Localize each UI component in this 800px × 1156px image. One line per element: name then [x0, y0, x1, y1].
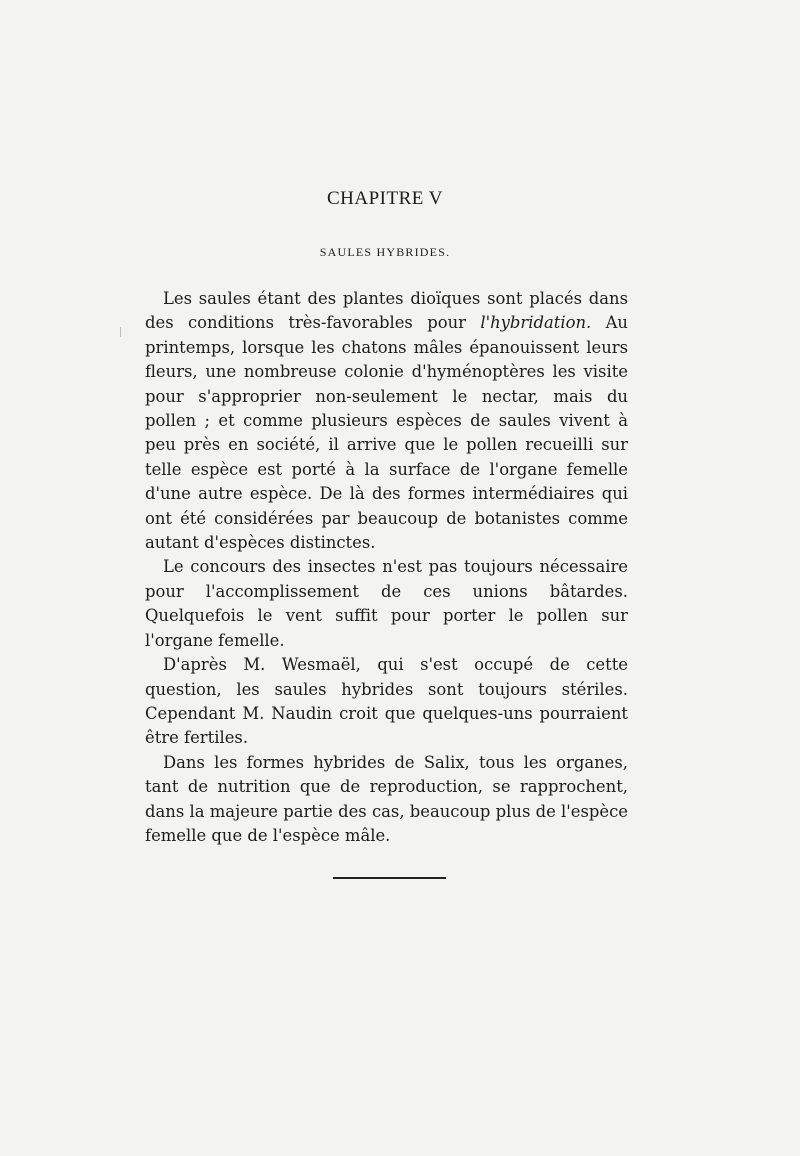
chapter-title: CHAPITRE V	[326, 188, 444, 209]
end-rule	[333, 877, 446, 879]
chapter-body	[145, 287, 628, 848]
section-title: SAULES HYBRIDES.	[319, 245, 451, 259]
hybridation-emphasis: l'hybridation.	[480, 313, 592, 333]
margin-mark	[120, 327, 121, 337]
paragraph-2: Le concours des insectes n'est pas toujours nécessaire pour l'accomplissement de ces unions bâtardes. Quelquefois le vent suffit pour porter le pollen sur l'organe femelle.	[145, 557, 628, 650]
paragraph-1	[145, 287, 628, 555]
paragraph-3: D'après M. Wesmaël, qui s'est occupé de cette question, les saules hybrides sont toujours stériles. Cependant M. Naudin croit que quelques-uns pourraient être fertiles.	[145, 655, 628, 748]
paragraph-4: Dans les formes hybrides de Salix, tous les organes, tant de nutrition que de reproduction, se rapprochent, dans la majeure partie des cas, beaucoup plus de l'espèce femelle que de l'espèce mâle.	[145, 752, 628, 845]
paragraph-1-start: Les saules étant des plantes dioïques sont placés dans des conditions très-favorables pour	[145, 289, 628, 333]
paragraph-1-rest: Au printemps, lorsque les chatons mâles épanouissent leurs fleurs, une nombreuse colonie d'hyménoptères les visite pour s'approprier non-seulement le nectar, mais du pollen ; et comme plusieurs espèces de saules vivent à peu près en société, il arrive que le pollen recueilli sur telle espèce est porté à la surface de l'organe femelle d'une autre espèce. De là des formes intermédiaires qui ont été considérées par beaucoup de botanistes comme autant d'espèces distinctes.	[145, 313, 628, 553]
